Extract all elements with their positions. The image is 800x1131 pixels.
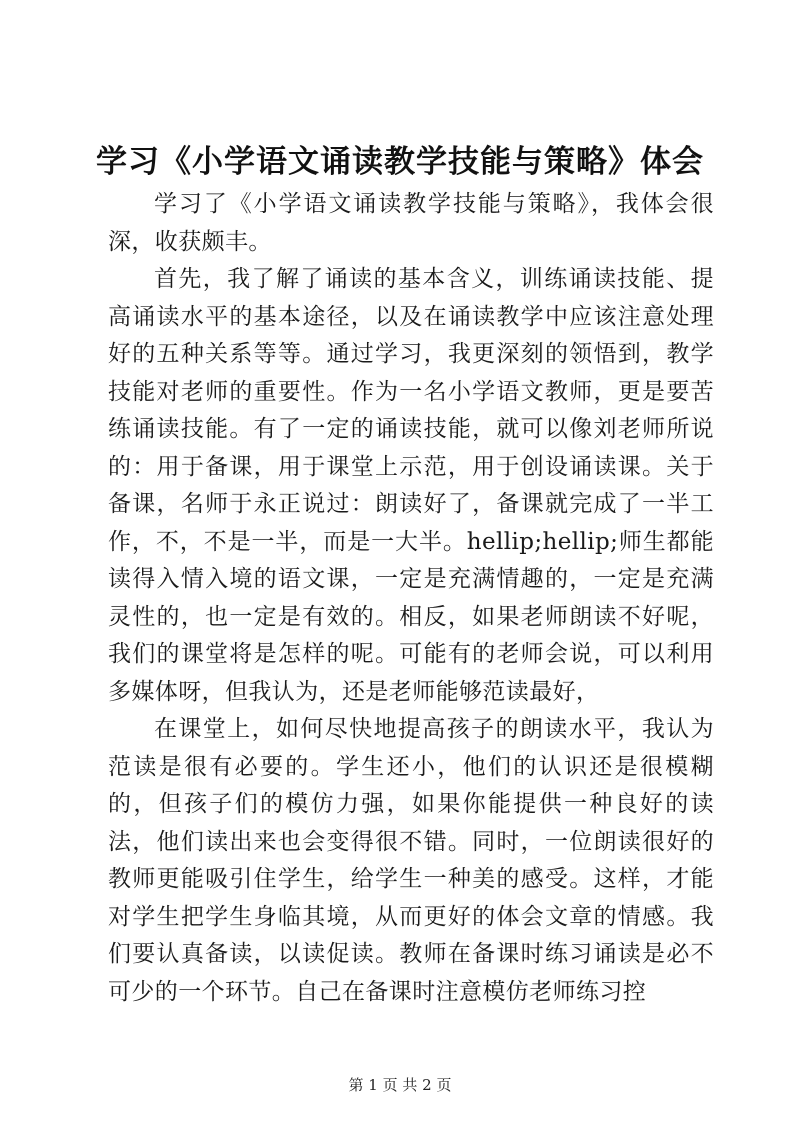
document-title: 学习《小学语文诵读教学技能与策略》体会 <box>96 144 704 180</box>
paragraph-2: 首先，我了解了诵读的基本含义，训练诵读技能、提高诵读水平的基本途径，以及在诵读教学中应该注意处理好的五种关系等等。通过学习，我更深刻的领悟到，教学技能对老师的重要性。作为一名小学语文教师，更是要苦练诵读技能。有了一定的诵读技能，就可以像刘老师所说的：用于备课，用于课堂上示范，用于创设诵读课。关于备课，名师于永正说过：朗读好了，备课就完成了一半工作，不，不是一半，而是一大半。hellip;hellip;师生都能读得入情入境的语文课，一定是充满情趣的，一定是充满灵性的，也一定是有效的。相反，如果老师朗读不好呢，我们的课堂将是怎样的呢。可能有的老师会说，可以利用多媒体呀，但我认为，还是老师能够范读最好， <box>108 266 714 705</box>
paragraph-3: 在课堂上，如何尽快地提高孩子的朗读水平，我认为范读是很有必要的。学生还小，他们的认识还是很模糊的，但孩子们的模仿力强，如果你能提供一种良好的读法，他们读出来也会变得很不错。同时，一位朗读很好的教师更能吸引住学生，给学生一种美的感受。这样，才能对学生把学生身临其境，从而更好的体会文章的情感。我们要认真备读，以读促读。教师在备课时练习诵读是必不可少的一个环节。自己在备课时注意模仿老师练习控 <box>108 716 714 1005</box>
page-footer: 第 1 页 共 2 页 <box>348 1076 452 1094</box>
document-body <box>108 186 714 1011</box>
paragraph-1: 学习了《小学语文诵读教学技能与策略》，我体会很深，收获颇丰。 <box>108 191 714 255</box>
